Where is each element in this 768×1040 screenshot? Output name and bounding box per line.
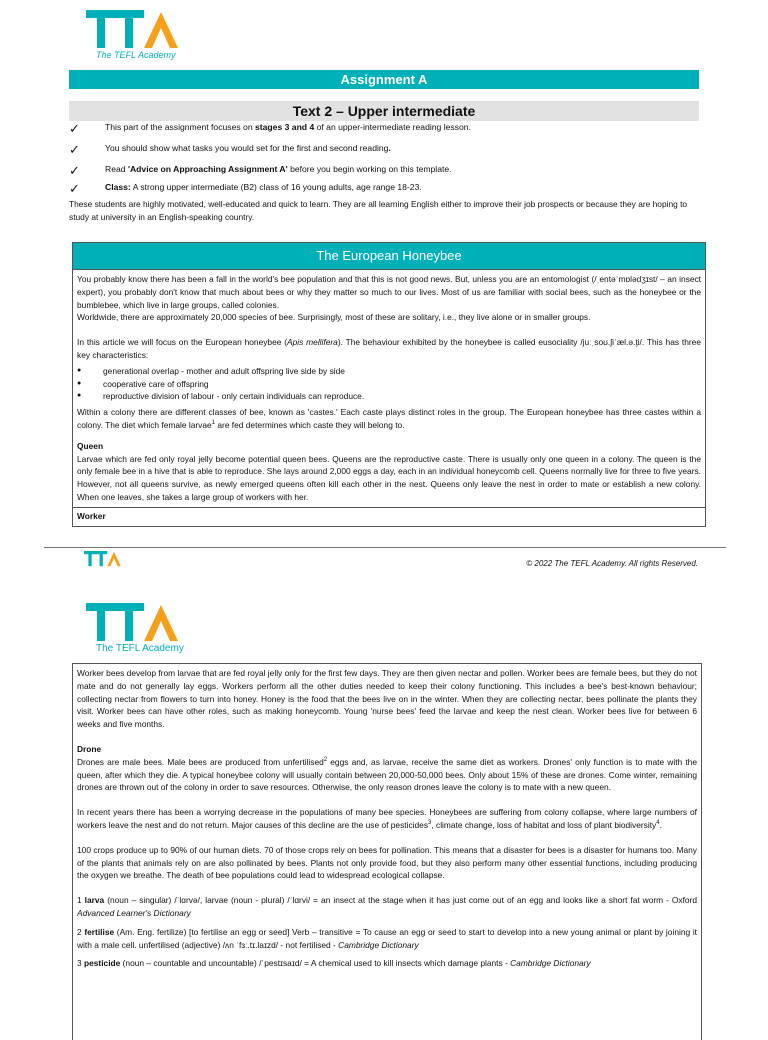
characteristics-list xyxy=(77,365,701,403)
tta-logo xyxy=(86,10,186,66)
check-icon: ✓ xyxy=(69,163,80,178)
article-body xyxy=(73,270,705,507)
logo-tagline: The TEFL Academy xyxy=(96,643,184,654)
tta-logo-mark xyxy=(84,551,124,567)
paragraph: Larvae which are fed only royal jelly become potential queen bees. Queens are the reproductive caste. There is usually only one queen in a colony. The queen is the only female bee in a hive that is able to reproduce. She lays around 2,000 eggs a day, each in an individual honeycomb cell. Queens normally live for three to five years. However, not all queens survive, as newly emerged queens often kill each other in the nest. Queens only leave the nest in order to mate or establish a new colony. When one leaves, she takes a large group of workers with her. xyxy=(77,453,701,502)
paragraph: Within a colony there are different classes of bee, known as 'castes.' Each caste plays distinct roles in the group. The European honeybee has three castes within a colony. The diet which female larvae$^1$ are fed determines which caste they will belong to. xyxy=(77,407,701,430)
paragraph: In recent years there has been a worrying decrease in the populations of many bee species. Honeybees are suffering from colony collapse, where large numbers of workers leave the nest and do not return. Major causes of this decline are the use of pesticides$^3$, climate change, loss of habitat and loss of plant biodiversity$^4$. xyxy=(77,807,697,830)
section-title-bar: Text 2 – Upper intermediate xyxy=(69,101,699,121)
paragraph: Worker bees develop from larvae that are fed royal jelly only for the first few days. They are then given nectar and pollen. Worker bees are female bees, but they do not mate and do not generally lay eggs. Workers perform all the other duties needed to keep their colony functioning. This includes a bee's best-known behaviour; collecting nectar from flowers to turn into honey. Honey is the food that the bees live on in the winter. When they are collecting nectar, bees pollinate the plants they visit. Worker bees can have other roles, such as making honeycomb. Young 'nurse bees' feed the larvae and keep the nest clean. Worker bees live for between 6 weeks and five months. xyxy=(77,668,697,730)
article-box xyxy=(72,242,706,527)
paragraph: In this article we will focus on the European honeybee (Apis mellifera). The behaviour exhibited by the honeybee is called eusociality /juːˌsoʊ.ʃiˈæl.ə.t̬i/. This has three key characteristics: xyxy=(77,337,701,360)
check-icon: ✓ xyxy=(69,121,80,136)
check-icon: ✓ xyxy=(69,142,80,157)
article-title: The European Honeybee xyxy=(73,243,705,270)
queen-heading: Queen xyxy=(77,440,104,451)
class-description: These students are highly motivated, well-educated and quick to learn. They are all learning English either to improve their job prospects or because they are hoping to study at university in an English-speaking country. xyxy=(69,199,688,222)
worker-heading: Worker xyxy=(73,507,705,526)
page-divider xyxy=(44,547,726,548)
footnote: 2 fertilise (Am. Eng. fertilize) [to fertilise an egg or seed] Verb – transitive = To cause an egg or seed to start to develop into a new young animal or plant by joining it with a male cell. unfertilised (adjective) /ʌn ˈfɜː.tɪ.laɪzd/ - not fertilised - Cambridge Dictionary xyxy=(77,926,698,950)
footnote: 1 larva (noun – singular) /ˈlɑrvə/, larvae (noun - plural) /ˈlɑrvi/ = an insect at the stage when it has just come out of an egg and looks like a short fat worm - Oxford Advanced Learner's Dictionary xyxy=(77,895,698,918)
list-item: ● reproductive division of labour - only certain individuals can reproduce. xyxy=(77,390,701,403)
paragraph: Worldwide, there are approximately 20,000 species of bee. Surprisingly, most of these are solitary, i.e., they live alone or in smaller groups. xyxy=(77,312,591,323)
article-continuation xyxy=(72,663,702,1040)
paragraph: You probably know there has been a fall in the world's bee population and that this is not good news. But, unless you are an entomologist (/ˌentəˈmɒlədʒɪst/ – an insect expert), you probably don't know that much about bees or why they matter so much to our lives. Most of us are familiar with social bees, such as the honeybee or the bumblebee, which live in large groups, called colonies. xyxy=(77,274,701,310)
tta-logo-mark xyxy=(86,10,186,50)
drone-heading: Drone xyxy=(77,743,102,754)
list-item: ● generational overlap - mother and adult offspring live side by side xyxy=(77,365,701,378)
copyright-notice: © 2022 The TEFL Academy. All rights Reserved. xyxy=(526,559,698,568)
check-icon: ✓ xyxy=(69,181,80,196)
footnote: 3 pesticide (noun – countable and uncountable) /ˈpestɪsaɪd/ = A chemical used to kill insects which damage plants - Cambridge Dictionary xyxy=(77,958,591,969)
tta-logo-small xyxy=(84,551,124,573)
paragraph: 100 crops produce up to 90% of our human diets. 70 of those crops rely on bees for pollination. This means that a disaster for bees is a disaster for humans too. Many of the plants that animals rely on are also pollinated by bees. Plants not only provide food, but they also perform many other essential functions, including producing the oxygen we breathe. The death of bee populations could lead to widespread ecological collapse. xyxy=(77,844,697,881)
logo-tagline: The TEFL Academy xyxy=(96,50,176,60)
list-item: ● cooperative care of offspring xyxy=(77,378,701,391)
tta-logo-mark xyxy=(86,603,186,643)
tta-logo xyxy=(86,603,186,659)
assignment-banner: Assignment A xyxy=(69,70,699,89)
paragraph: Drones are male bees. Male bees are produced from unfertilised$^2$ eggs and, as larvae, receive the same diet as workers. Drones' only function is to mate with the queen, after which they die. A typical honeybee colony will usually contain between 20,000-50,000 bees. Only about 15% of these are drones. Come winter, remaining drones are thrown out of the colony in order to save resources. Otherwise, the only reason drones leave the colony is to mate with a new queen. xyxy=(77,756,697,793)
